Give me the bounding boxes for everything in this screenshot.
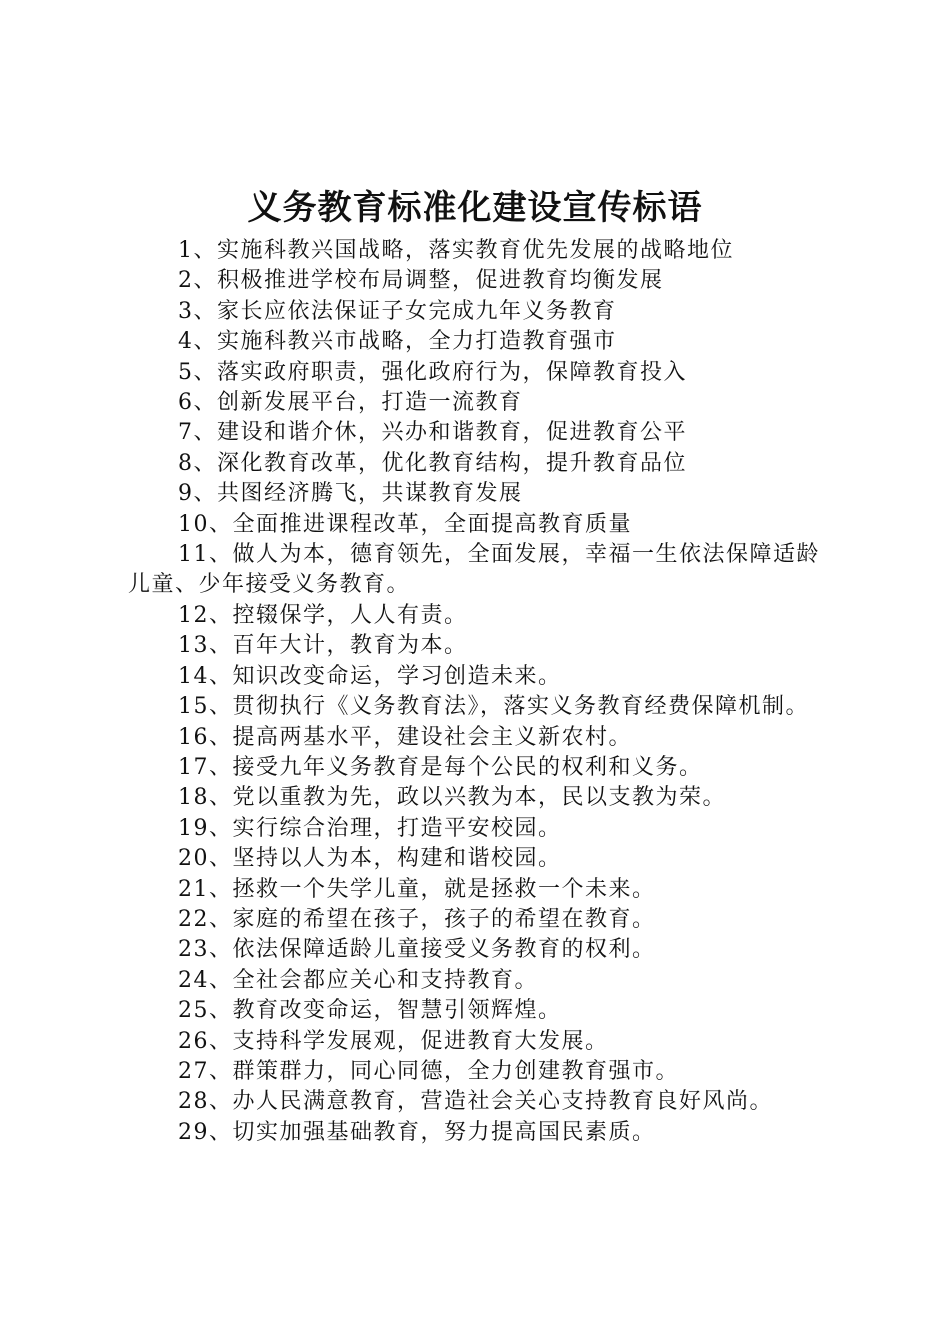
slogan-item: 1、实施科教兴国战略，落实教育优先发展的战略地位 — [178, 238, 734, 263]
slogan-item: 28、办人民满意教育，营造社会关心支持教育良好风尚。 — [178, 1089, 773, 1115]
slogan-item: 15、贯彻执行《义务教育法》，落实义务教育经费保障机制。 — [178, 694, 809, 720]
slogan-item: 27、群策群力，同心同德，全力创建教育强市。 — [178, 1058, 679, 1084]
document-title: 义务教育标准化建设宣传标语 — [247, 188, 703, 228]
slogan-item: 13、百年大计，教育为本。 — [178, 633, 468, 659]
slogan-item: 5、落实政府职责，强化政府行为，保障教育投入 — [178, 359, 687, 385]
slogan-item: 16、提高两基水平，建设社会主义新农村。 — [178, 724, 632, 750]
slogan-item: 18、党以重教为先，政以兴教为本，民以支教为荣。 — [178, 785, 726, 811]
slogan-item: 11、做人为本，德育领先，全面发展，幸福一生依法保障适龄儿童、少年接受义务教育。 — [128, 542, 820, 598]
slogan-item: 25、教育改变命运，智慧引领辉煌。 — [178, 998, 562, 1024]
slogan-item: 24、全社会都应关心和支持教育。 — [178, 967, 538, 993]
slogan-item: 2、积极推进学校布局调整，促进教育均衡发展 — [178, 268, 664, 294]
slogan-item: 20、坚持以人为本，构建和谐校园。 — [178, 846, 562, 872]
slogan-item: 26、支持科学发展观，促进教育大发展。 — [178, 1028, 609, 1054]
slogan-list — [128, 236, 834, 1148]
slogan-item: 7、建设和谐介休，兴办和谐教育，促进教育公平 — [178, 420, 687, 446]
slogan-item: 12、控辍保学，人人有责。 — [178, 602, 468, 628]
slogan-item: 29、切实加强基础教育，努力提高国民素质。 — [178, 1119, 656, 1145]
slogan-item: 6、创新发展平台，打造一流教育 — [178, 390, 523, 416]
slogan-item: 8、深化教育改革，优化教育结构，提升教育品位 — [178, 450, 687, 476]
slogan-item: 22、家庭的希望在孩子，孩子的希望在教育。 — [178, 906, 656, 932]
slogan-item: 23、依法保障适龄儿童接受义务教育的权利。 — [178, 937, 656, 963]
slogan-item: 14、知识改变命运，学习创造未来。 — [178, 663, 562, 689]
slogan-item: 19、实行综合治理，打造平安校园。 — [178, 815, 562, 841]
slogan-item: 9、共图经济腾飞，共谋教育发展 — [178, 481, 523, 507]
slogan-item: 3、家长应依法保证子女完成九年义务教育 — [178, 298, 617, 324]
slogan-item: 21、拯救一个失学儿童，就是拯救一个未来。 — [178, 876, 656, 902]
slogan-item: 10、全面推进课程改革，全面提高教育质量 — [178, 511, 632, 537]
slogan-item: 4、实施科教兴市战略，全力打造教育强市 — [178, 329, 617, 355]
slogan-item: 17、接受九年义务教育是每个公民的权利和义务。 — [178, 754, 703, 780]
